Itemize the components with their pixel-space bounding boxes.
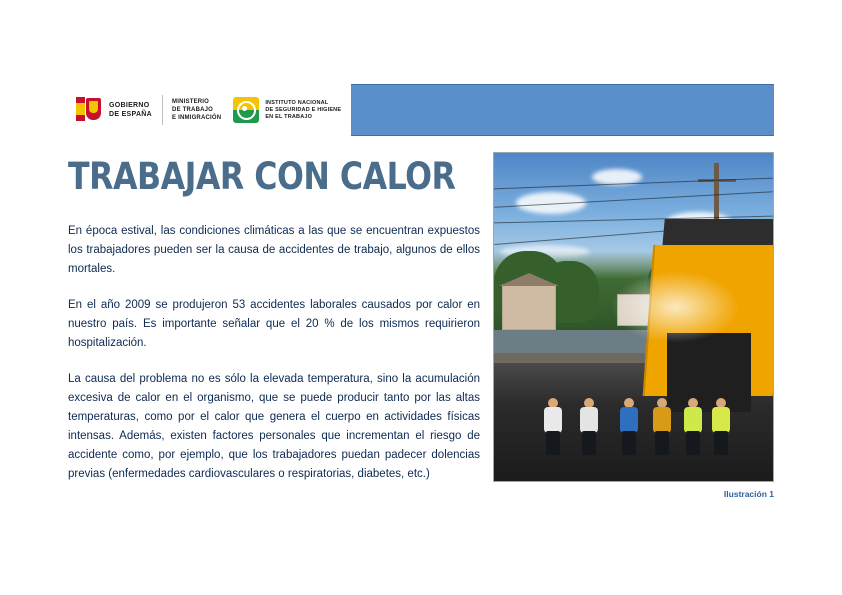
insht-logo-icon [233, 97, 259, 123]
gobierno-de-espana-label [109, 101, 152, 119]
spain-coat-of-arms-icon [76, 95, 102, 125]
insht-line-2: DE SEGURIDAD E HIGIENE [265, 106, 342, 113]
document-body [68, 222, 480, 484]
gobierno-line-2: DE ESPAÑA [109, 111, 153, 118]
photo-steam [611, 271, 739, 343]
ministerio-line-3: E INMIGRACIÓN [172, 115, 222, 121]
ministerio-label [172, 98, 221, 122]
document-header-band [68, 84, 774, 136]
insht-line-1: INSTITUTO NACIONAL [265, 99, 329, 106]
ministerio-line-2: DE TRABAJO [172, 107, 214, 113]
page-title: TRABAJAR CON CALOR [68, 155, 456, 198]
institutional-logos [68, 84, 351, 136]
photo-house [502, 284, 556, 330]
photo-paver-machine [667, 333, 751, 412]
figure-caption: Ilustración 1 [723, 489, 774, 499]
insht-line-3: EN EL TRABAJO [265, 113, 313, 120]
ministerio-line-1: MINISTERIO [172, 99, 210, 105]
insht-label [265, 100, 341, 121]
paragraph-2: En el año 2009 se produjeron 53 accidentes laborales causados por calor en nuestro país. Es importante señalar que el 20 % de los mismos requirieron hospitalización. [68, 299, 480, 349]
gobierno-line-1: GOBIERNO [109, 102, 150, 109]
logo-divider [162, 95, 163, 125]
figure-image [493, 152, 774, 482]
paragraph-1: En época estival, las condiciones climáticas a las que se encuentran expuestos los trabajadores pueden ser la causa de accidentes de trabajo, algunos de ellos mortales. [68, 225, 480, 275]
paragraph-3: La causa del problema no es sólo la elevada temperatura, sino la acumulación excesiva de calor en el organismo, que se puede producir tanto por las altas temperaturas, como por el calor que genera el cuerpo en actividades físicas intensas. Además, existen factores personales que incrementan el riesgo de accidente como, por ejemplo, que los trabajadores puedan padecer dolencias previas (enfermedades cardiovasculares o respiratorias, diabetes, etc.) [68, 373, 480, 480]
figure [493, 152, 774, 499]
